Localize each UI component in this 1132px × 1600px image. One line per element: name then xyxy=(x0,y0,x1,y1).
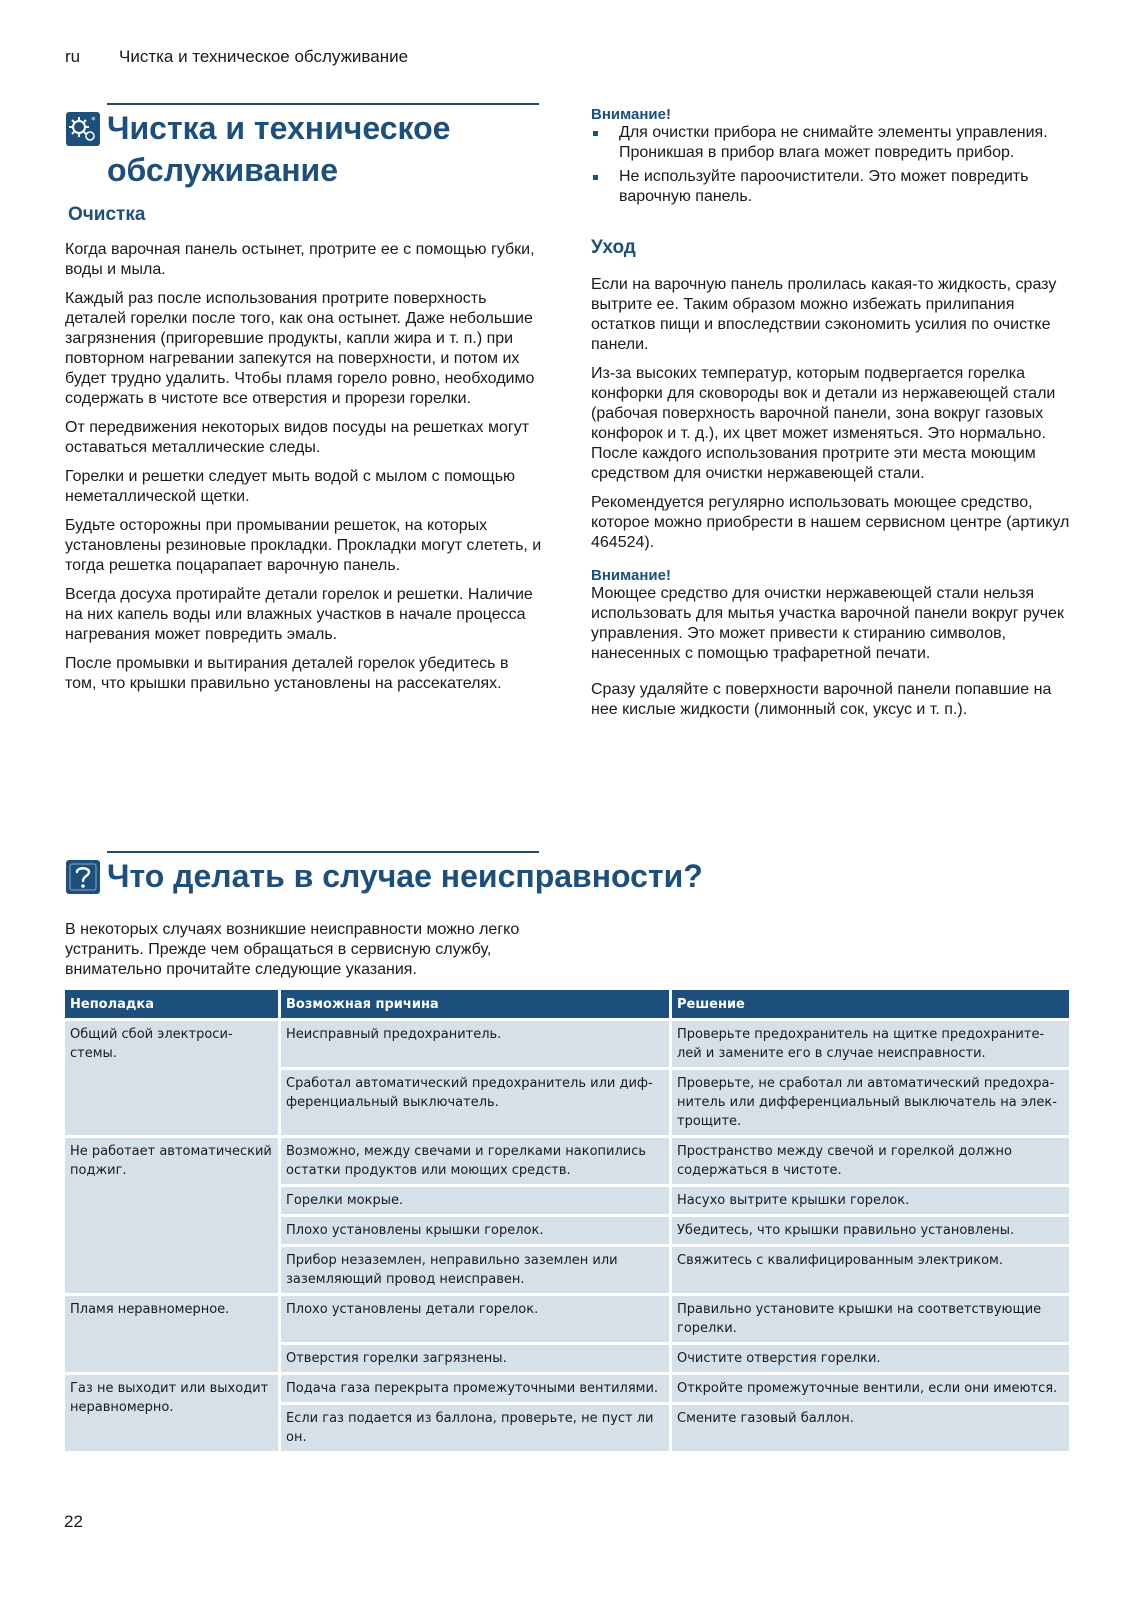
problem-cell: Общий сбой электроси-стемы. xyxy=(65,1021,278,1135)
warning-item: Для очистки прибора не снимайте элементы управления. Проникшая в прибор влага может повредить прибор. xyxy=(591,123,1071,163)
cleaning-column xyxy=(65,204,543,703)
cleaning-paragraph: Всегда досуха протирайте детали горелок и решетки. Наличие на них капель воды или влажных участков в начале процесса нагревания может повредить эмаль. xyxy=(65,586,533,643)
svg-text:*: * xyxy=(91,116,96,126)
warning-label: Внимание! xyxy=(591,567,671,584)
cause-cell: Если газ подается из баллона, проверьте, не пуст ли он. xyxy=(281,1405,669,1451)
header-title: Чистка и техническое обслуживание xyxy=(119,47,409,66)
cleaning-paragraph: Будьте осторожны при промывании решеток, на которых установлены резиновые прокладки. Прокладки могут слететь, и тогда решетка поцарапает варочную панель. xyxy=(65,517,542,574)
care-paragraph: Если на варочную панель пролилась какая-то жидкость, сразу вытрите ее. Таким образом можно избежать прилипания остатков пищи и впоследствии сэкономить усилия по очистке панели. xyxy=(591,276,1057,353)
problem-cell: Газ не выходит или выходит неравномерно. xyxy=(65,1375,278,1451)
table-row xyxy=(65,1021,1069,1067)
question-icon xyxy=(66,860,100,894)
cause-cell: Отверстия горелки загрязнены. xyxy=(281,1345,669,1372)
header-language: ru xyxy=(65,47,81,66)
cause-cell: Прибор незаземлен, неправильно заземлен или заземляющий провод неисправен. xyxy=(281,1247,669,1293)
table-header: Возможная причина xyxy=(281,990,669,1018)
section-rule xyxy=(107,103,539,105)
cause-cell: Горелки мокрые. xyxy=(281,1187,669,1214)
care-heading: Уход xyxy=(591,237,636,258)
section1-title-line2: обслуживание xyxy=(107,152,338,188)
solution-cell: Проверьте предохранитель на щитке предохраните-лей и замените его в случае неисправности. xyxy=(672,1021,1069,1067)
solution-cell: Проверьте, не сработал ли автоматический предохра-нитель или дифференциальный выключатель на элек-трощите. xyxy=(672,1070,1069,1135)
section1-title xyxy=(107,107,450,191)
table-row xyxy=(65,1138,1069,1184)
solution-cell: Убедитесь, что крышки правильно установлены. xyxy=(672,1217,1069,1244)
warning-text: Моющее средство для очистки нержавеющей стали нельзя использовать для мытья участка варочной панели вокруг ручек управления. Это может привести к стиранию символов, нанесенных с помощью трафаретной печати. xyxy=(591,585,1064,662)
cleaning-heading: Очистка xyxy=(68,204,146,225)
cleaning-paragraph: От передвижения некоторых видов посуды на решетках могут оставаться металлические следы. xyxy=(65,419,530,456)
page-number: 22 xyxy=(64,1512,83,1531)
troubleshooting-table xyxy=(62,987,1072,1454)
cause-cell: Плохо установлены крышки горелок. xyxy=(281,1217,669,1244)
table-header: Неполадка xyxy=(65,990,278,1018)
problem-cell: Пламя неравномерное. xyxy=(65,1296,278,1372)
solution-cell: Правильно установите крышки на соответствующие горелки. xyxy=(672,1296,1069,1342)
cleaning-paragraph: Когда варочная панель остынет, протрите ее с помощью губки, воды и мыла. xyxy=(65,241,535,278)
care-paragraph: Рекомендуется регулярно использовать моющее средство, которое можно приобрести в нашем сервисном центре (артикул 464524). xyxy=(591,494,1070,551)
cleaning-paragraph: После промывки и вытирания деталей горелок убедитесь в том, что крышки правильно установлены на рассекателях. xyxy=(65,655,509,692)
solution-cell: Свяжитесь с квалифицированным электриком. xyxy=(672,1247,1069,1293)
table-row xyxy=(65,1296,1069,1342)
solution-cell: Пространство между свечой и горелкой должно содержаться в чистоте. xyxy=(672,1138,1069,1184)
cause-cell: Неисправный предохранитель. xyxy=(281,1021,669,1067)
section2-intro: В некоторых случаях возникшие неисправности можно легко устранить. Прежде чем обращаться в сервисную службу, внимательно прочитайте следующие указания. xyxy=(65,921,520,978)
bullet-icon xyxy=(593,175,598,180)
warning-label: Внимание! xyxy=(591,106,671,123)
warning-list xyxy=(591,123,1071,207)
care-column xyxy=(591,106,1071,729)
cause-cell: Плохо установлены детали горелок. xyxy=(281,1296,669,1342)
cleaning-paragraph: Горелки и решетки следует мыть водой с мылом с помощью неметаллической щетки. xyxy=(65,468,516,505)
table-row xyxy=(65,1375,1069,1402)
section2-title: Что делать в случае неисправности? xyxy=(107,858,703,894)
cause-cell: Сработал автоматический предохранитель или диф-ференциальный выключатель. xyxy=(281,1070,669,1135)
table-header: Решение xyxy=(672,990,1069,1018)
problem-cell: Не работает автоматический поджиг. xyxy=(65,1138,278,1293)
table-header-row xyxy=(65,990,1069,1018)
solution-cell: Насухо вытрите крышки горелок. xyxy=(672,1187,1069,1214)
solution-cell: Откройте промежуточные вентили, если они имеются. xyxy=(672,1375,1069,1402)
gear-sparkle-icon xyxy=(66,112,100,146)
solution-cell: Очистите отверстия горелки. xyxy=(672,1345,1069,1372)
care-paragraph: Из-за высоких температур, которым подвергается горелка конфорки для сковороды вок и детали из нержавеющей стали (рабочая поверхность варочной панели, зона вокруг газовых конфорок и т. д.), их цвет может изменяться. Это нормально. После каждого использования протрите эти места моющим средством для очистки нержавеющей стали. xyxy=(591,365,1056,482)
cause-cell: Возможно, между свечами и горелками накопились остатки продуктов или моющих средств. xyxy=(281,1138,669,1184)
cause-cell: Подача газа перекрыта промежуточными вентилями. xyxy=(281,1375,669,1402)
solution-cell: Смените газовый баллон. xyxy=(672,1405,1069,1451)
bullet-icon xyxy=(593,131,598,136)
care-paragraph: Сразу удаляйте с поверхности варочной панели попавшие на нее кислые жидкости (лимонный сок, уксус и т. п.). xyxy=(591,681,1052,718)
section-rule xyxy=(107,851,539,853)
cleaning-paragraph: Каждый раз после использования протрите поверхность деталей горелки после того, как она остынет. Даже небольшие загрязнения (пригоревшие продукты, капли жира и т. п.) при повторном нагревании запекутся на поверхности, и потом их будет трудно удалить. Чтобы пламя горело ровно, необходимо содержать в чистоте все отверстия и прорези горелки. xyxy=(65,290,535,407)
warning-item: Не используйте пароочистители. Это может повредить варочную панель. xyxy=(591,167,1071,207)
section1-title-line1: Чистка и техническое xyxy=(107,110,451,146)
